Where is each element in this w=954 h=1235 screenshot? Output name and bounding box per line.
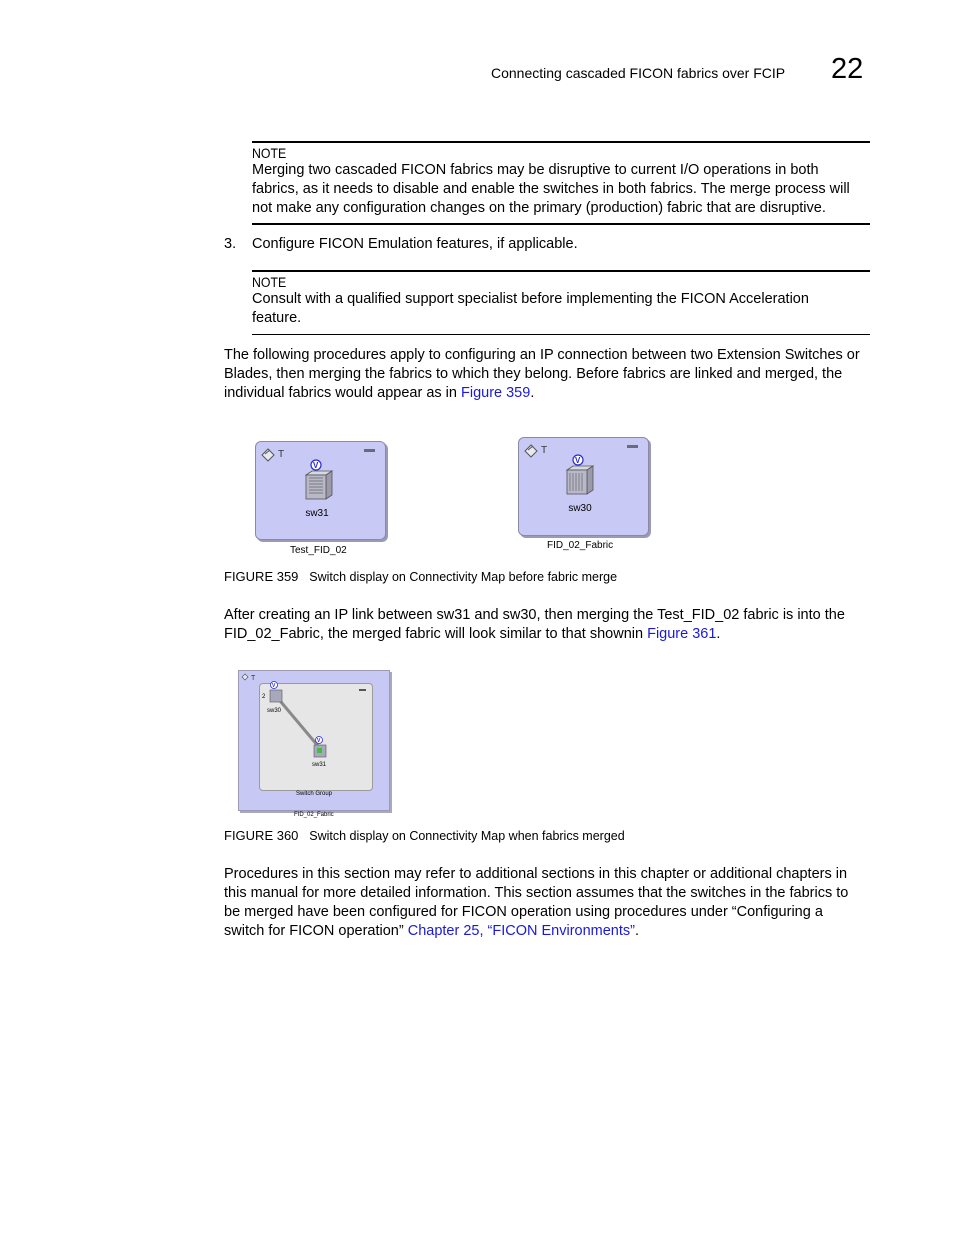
fabric-label: Test_FID_02 [290, 545, 347, 556]
figure-361-link[interactable]: Figure 361 [647, 626, 717, 642]
fabric-icon [260, 446, 290, 462]
switch-label: sw31 [312, 762, 327, 768]
svg-text:V: V [317, 738, 321, 744]
paragraph-text: switch for FICON operation” [224, 923, 408, 939]
paragraph-text: . [634, 923, 640, 939]
svg-text:V: V [313, 461, 319, 470]
note-line: not make any configuration changes on the primary (production) fabric that are disruptive. [252, 200, 826, 216]
figure-title: Switch display on Connectivity Map before fabric merge [309, 570, 618, 584]
fabric-label: FID_02_Fabric [547, 540, 614, 551]
figure-359-link[interactable]: Figure 359 [460, 385, 531, 401]
minimize-icon[interactable] [364, 449, 375, 452]
paragraph-line: this manual for more detailed information. This section assumes that the switches in the fabrics to [224, 885, 849, 901]
fabric-icon [523, 442, 553, 458]
figure-number: FIGURE 359 [224, 569, 299, 584]
svg-text:T: T [278, 449, 285, 460]
switch-label: sw30 [267, 708, 282, 714]
paragraph-line: The following procedures apply to configuring an IP connection between two Extension Switches or [224, 347, 860, 363]
figure-caption [224, 828, 625, 843]
minimize-icon[interactable] [627, 445, 638, 448]
step-number: 3. [224, 236, 237, 252]
body-paragraph [224, 865, 848, 941]
svg-text:V: V [575, 456, 581, 465]
paragraph-line: Blades, then merging the fabrics to which they belong. Before fabrics are linked and merged, the [224, 366, 843, 382]
note-text [252, 161, 850, 218]
paragraph-line: Procedures in this section may refer to additional sections in this chapter or additional chapters in [224, 866, 848, 882]
note-label: NOTE [252, 274, 287, 290]
chapter-25-link[interactable]: Chapter 25, “FICON Environments” [407, 923, 635, 939]
paragraph-text: . [530, 385, 535, 401]
note-top-rule [252, 270, 870, 272]
merged-fabric-box[interactable] [238, 670, 390, 811]
running-header-title: Connecting cascaded FICON fabrics over FCIP [491, 65, 786, 81]
paragraph-line [224, 625, 845, 644]
paragraph-line [224, 922, 848, 941]
step-text: Configure FICON Emulation features, if applicable. [252, 236, 578, 252]
svg-text:T: T [251, 675, 256, 682]
note-line: Merging two cascaded FICON fabrics may be disruptive to current I/O operations in both [252, 162, 819, 178]
fabric-box-test-fid-02[interactable] [255, 441, 386, 540]
figure-number: FIGURE 360 [224, 828, 299, 843]
switch-group-label: Switch Group [295, 791, 332, 797]
paragraph-line: After creating an IP link between sw31 and sw30, then merging the Test_FID_02 fabric is into the [224, 607, 845, 623]
body-paragraph [224, 606, 845, 644]
note-text [252, 290, 809, 328]
switch-group-box[interactable] [259, 683, 373, 791]
switch-icon[interactable] [264, 680, 286, 704]
fabric-label: FID_02_Fabric [294, 812, 334, 818]
note-bottom-rule [252, 334, 870, 335]
note-line: feature. [252, 310, 302, 326]
switch-icon[interactable] [563, 454, 597, 496]
figure-title: Switch display on Connectivity Map when fabrics merged [309, 829, 625, 843]
note-bottom-rule [252, 223, 870, 225]
paragraph-line [224, 384, 860, 403]
fabric-box-fid-02-fabric[interactable] [518, 437, 649, 536]
svg-text:T: T [541, 445, 548, 456]
paragraph-line: be merged have been configured for FICON operation using procedures under “Configuring a [224, 904, 823, 920]
switch-icon[interactable] [302, 459, 336, 501]
fabric-icon [241, 672, 261, 682]
note-label: NOTE [252, 145, 287, 161]
switch-icon[interactable] [310, 736, 332, 760]
switch-label: sw30 [568, 503, 592, 514]
note-line: Consult with a qualified support specialist before implementing the FICON Acceleration [252, 291, 809, 307]
port-count: 2 [262, 694, 266, 700]
body-paragraph [224, 346, 860, 403]
note-top-rule [252, 141, 870, 143]
note-line: fabrics, as it needs to disable and enable the switches in both fabrics. The merge process will [252, 181, 850, 197]
paragraph-text: . [716, 626, 721, 642]
chapter-number: 22 [831, 53, 864, 85]
paragraph-text: individual fabrics would appear as in [224, 385, 461, 401]
paragraph-text: FID_02_Fabric, the merged fabric will look similar to that shownin [224, 626, 648, 642]
figure-caption [224, 569, 617, 584]
svg-text:V: V [272, 683, 276, 689]
switch-label: sw31 [305, 508, 329, 519]
